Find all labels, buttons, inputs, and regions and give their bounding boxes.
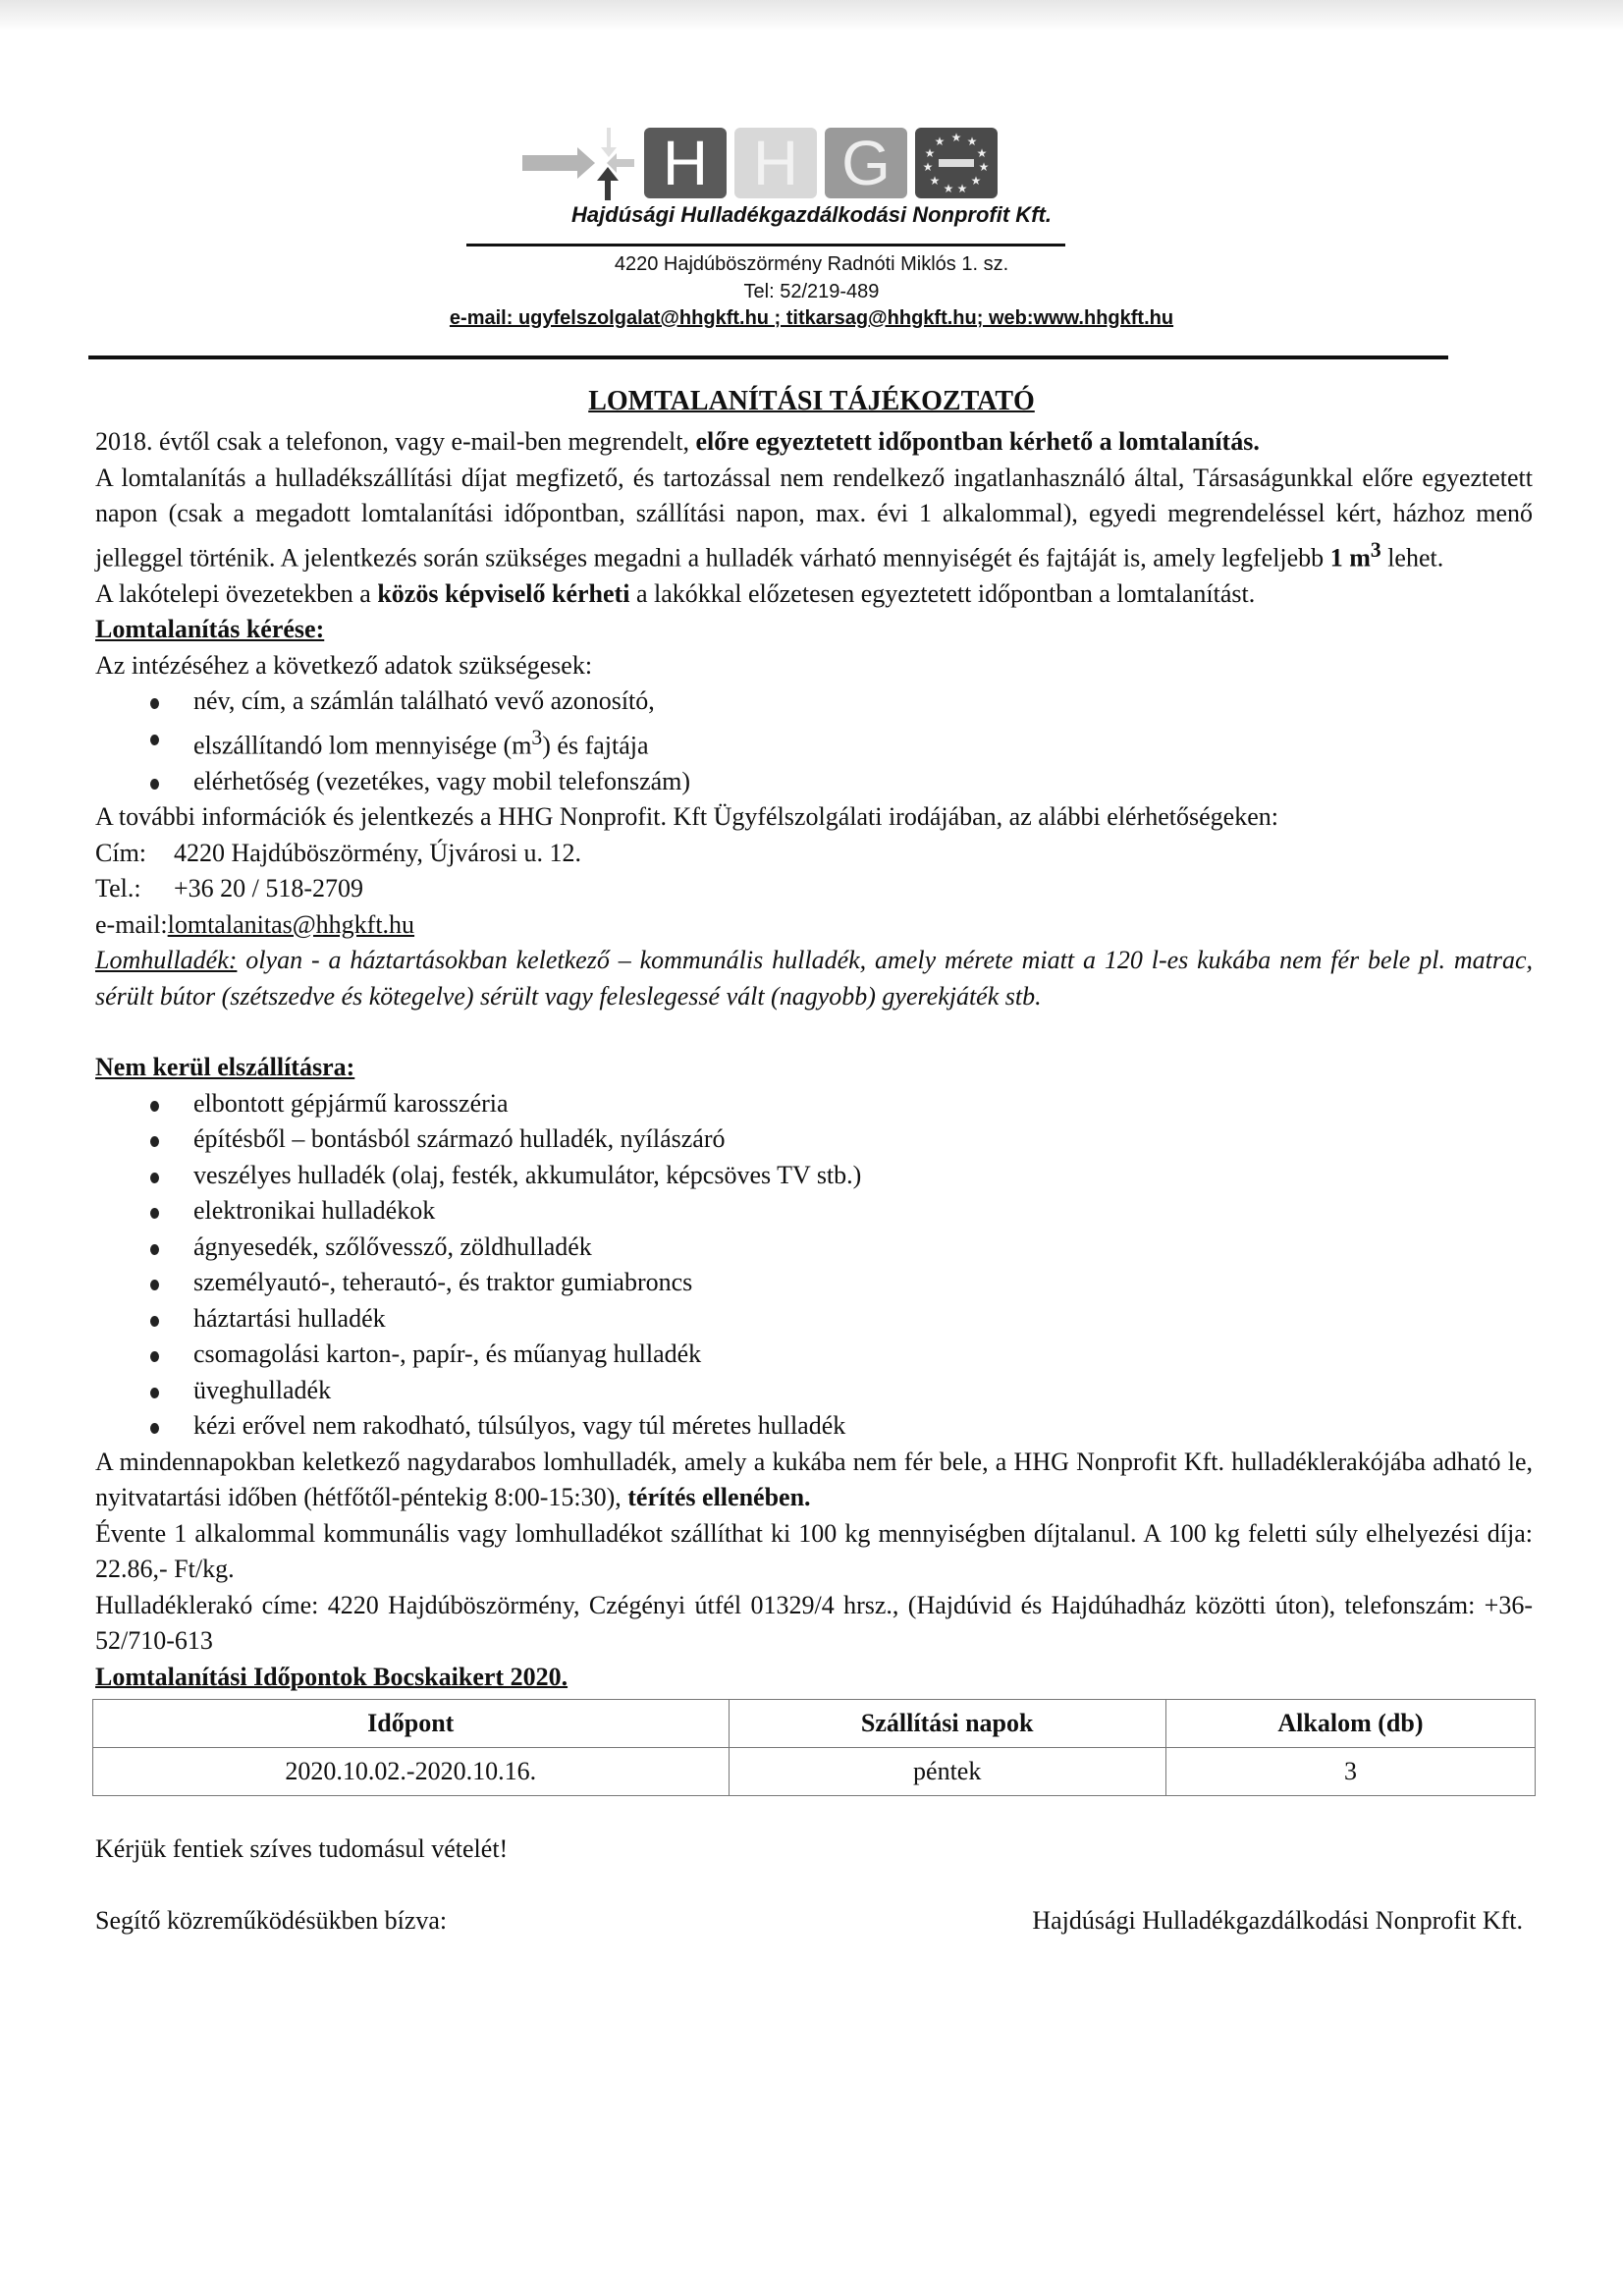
list-item: elektronikai hulladékok <box>95 1193 1533 1230</box>
office-email: e-mail:lomtalanitas@hhgkft.hu <box>95 909 415 939</box>
company-name: Hajdúsági Hulladékgazdálkodási Nonprofit Kft. <box>571 202 1052 227</box>
excluded-items-list <box>95 1086 1533 1445</box>
closing-left: Segítő közreműködésükben bízva: <box>95 1905 448 1935</box>
svg-text:★: ★ <box>976 146 988 160</box>
logo-tile-h2: H <box>734 128 817 198</box>
scan-edge-shadow <box>0 0 1623 31</box>
company-phone: Tel: 52/219-489 <box>743 281 880 302</box>
occasions-cell: 3 <box>1165 1748 1535 1796</box>
list-item: veszélyes hulladék (olaj, festék, akkumulátor, képcsöves TV stb.) <box>95 1158 1533 1194</box>
svg-text:★: ★ <box>943 182 954 195</box>
email-link[interactable]: lomtalanitas@hhgkft.hu <box>167 909 415 939</box>
svg-text:★: ★ <box>956 182 968 195</box>
list-item: elérhetőség (vezetékes, vagy mobil telefonszám) <box>95 764 1533 800</box>
svg-text:★: ★ <box>934 135 946 148</box>
eu-stars-emblem-icon <box>915 128 998 198</box>
svg-text:★: ★ <box>929 174 941 188</box>
list-item: ágnyesedék, szőlővessző, zöldhulladék <box>95 1230 1533 1266</box>
landfill-address-paragraph: Hulladéklerakó címe: 4220 Hajdúböszörmény, Czégényi útfél 01329/4 hrsz., (Hajdúvid és Hajdúhadház közötti úton), telefonszám: +36-52/710-613 <box>95 1590 1533 1656</box>
letterhead-divider <box>88 355 1448 359</box>
intro-paragraph: 2018. évtől csak a telefonon, vagy e-mail-ben megrendelt, előre egyeztetett időpontban kérhető a lomtalanítás. <box>95 427 1260 456</box>
excluded-heading: Nem kerül elszállításra: <box>95 1053 355 1082</box>
list-item: név, cím, a számlán található vevő azonosító, <box>95 683 1533 720</box>
svg-text:★: ★ <box>978 160 990 174</box>
list-item: építésből – bontásból származó hulladék, nyílászáró <box>95 1121 1533 1158</box>
svg-text:★: ★ <box>924 146 936 160</box>
delivery-day-cell: péntek <box>729 1748 1165 1796</box>
list-item: üveghulladék <box>95 1373 1533 1409</box>
signature-line <box>95 1903 1533 1940</box>
list-item: csomagolási karton-, papír-, és műanyag hulladék <box>95 1337 1533 1373</box>
list-item: elbontott gépjármű karosszéria <box>95 1086 1533 1122</box>
column-header: Időpont <box>93 1700 730 1748</box>
hhg-logo <box>518 126 1009 200</box>
schedule-title: Lomtalanítási Időpontok Bocskaikert 2020. <box>95 1662 568 1691</box>
required-data-list <box>95 683 1533 799</box>
list-item: személyautó-, teherautó-, és traktor gumiabroncs <box>95 1265 1533 1301</box>
table-header-row <box>93 1700 1536 1748</box>
svg-text:★: ★ <box>922 160 934 174</box>
intro-emphasis: előre egyeztetett időpontban kérhető a lomtalanítás. <box>695 427 1260 456</box>
logo-tile-g: G <box>825 128 907 198</box>
request-intro: Az intézéséhez a következő adatok szükségesek: <box>95 650 593 680</box>
yearly-allowance-paragraph: Évente 1 alkalommal kommunális vagy lomhulladékot szállíthat ki 100 kg mennyiségben díjtalanul. A 100 kg feletti súly elhelyezési díja: 22.86,- Ft/kg. <box>95 1518 1533 1584</box>
list-item: elszállítandó lom mennyisége $(m^3)$ és fajtája <box>95 720 1533 764</box>
conditions-paragraph: A lomtalanítás a hulladékszállítási díjat megfizető, és tartozással nem rendelkező ingatlanhasználó által, Társaságunkkal előre egyeztetett napon (csak a megadott lomtalanítási időpontban, szállítási napon, max. évi 1 alkalommal), egyedi megrendeléssel kért, házhoz menő jelleggel történik. A jelentkezés során szükséges megadni a hulladék várható mennyiségét és fajtáját is, amely legfeljebb 1 $m^3$ lehet. <box>95 463 1533 573</box>
office-address: Cím: 4220 Hajdúböszörmény, Újvárosi u. 12. <box>95 838 581 867</box>
housing-estate-paragraph: A lakótelepi övezetekben a közös képviselő kérheti a lakókkal előzetesen egyeztetett időpontban a lomtalanítást. <box>95 578 1256 608</box>
closing-request: Kérjük fentiek szíves tudomásul vételét! <box>95 1834 509 1864</box>
list-item: kézi erővel nem rakodható, túlsúlyos, vagy túl méretes hulladék <box>95 1408 1533 1445</box>
landfill-paragraph: A mindennapokban keletkező nagydarabos lomhulladék, amely a kukába nem fér bele, a HHG Nonprofit Kft. hulladéklerakójába adható le, nyitvatartási időben (hétfőtől-péntekig 8:00-15:30), térítés ellenében. <box>95 1447 1533 1512</box>
recycle-arrows-icon <box>518 126 636 200</box>
header-divider <box>466 244 1065 246</box>
company-address: 4220 Hajdúböszörmény Radnóti Miklós 1. sz. <box>614 253 1009 275</box>
svg-text:★: ★ <box>970 174 982 188</box>
definition-paragraph: Lomhulladék: olyan - a háztartásokban keletkező – kommunális hulladék, amely mérete miatt a 120 l-es kukába nem fér bele pl. matrac, sérült bútor (szétszedve és kötegelve) sérült vagy feleslegessé vált (nagyobb) gyerekjáték stb. <box>95 946 1533 1011</box>
office-phone: Tel.: +36 20 / 518-2709 <box>95 874 364 903</box>
svg-text:★: ★ <box>966 135 978 148</box>
table-row <box>93 1748 1536 1796</box>
schedule-table <box>92 1699 1536 1796</box>
request-heading: Lomtalanítás kérése: <box>95 615 325 644</box>
column-header: Szállítási napok <box>729 1700 1165 1748</box>
document-body <box>95 424 1533 1939</box>
svg-text:★: ★ <box>950 131 962 144</box>
signatory: Hajdúsági Hulladékgazdálkodási Nonprofit Kft. <box>1032 1905 1523 1935</box>
column-header: Alkalom (db) <box>1165 1700 1535 1748</box>
info-paragraph: A további információk és jelentkezés a HHG Nonprofit. Kft Ügyfélszolgálati irodájában, az alábbi elérhetőségeken: <box>95 802 1278 832</box>
list-item: háztartási hulladék <box>95 1301 1533 1338</box>
date-range-cell: 2020.10.02.-2020.10.16. <box>93 1748 730 1796</box>
logo-tile-h: H <box>644 128 727 198</box>
company-contact-links[interactable]: e-mail: ugyfelszolgalat@hhgkft.hu ; titkarsag@hhgkft.hu; web:www.hhgkft.hu <box>449 307 1174 329</box>
document-title: LOMTALANÍTÁSI TÁJÉKOZTATÓ <box>588 386 1035 416</box>
